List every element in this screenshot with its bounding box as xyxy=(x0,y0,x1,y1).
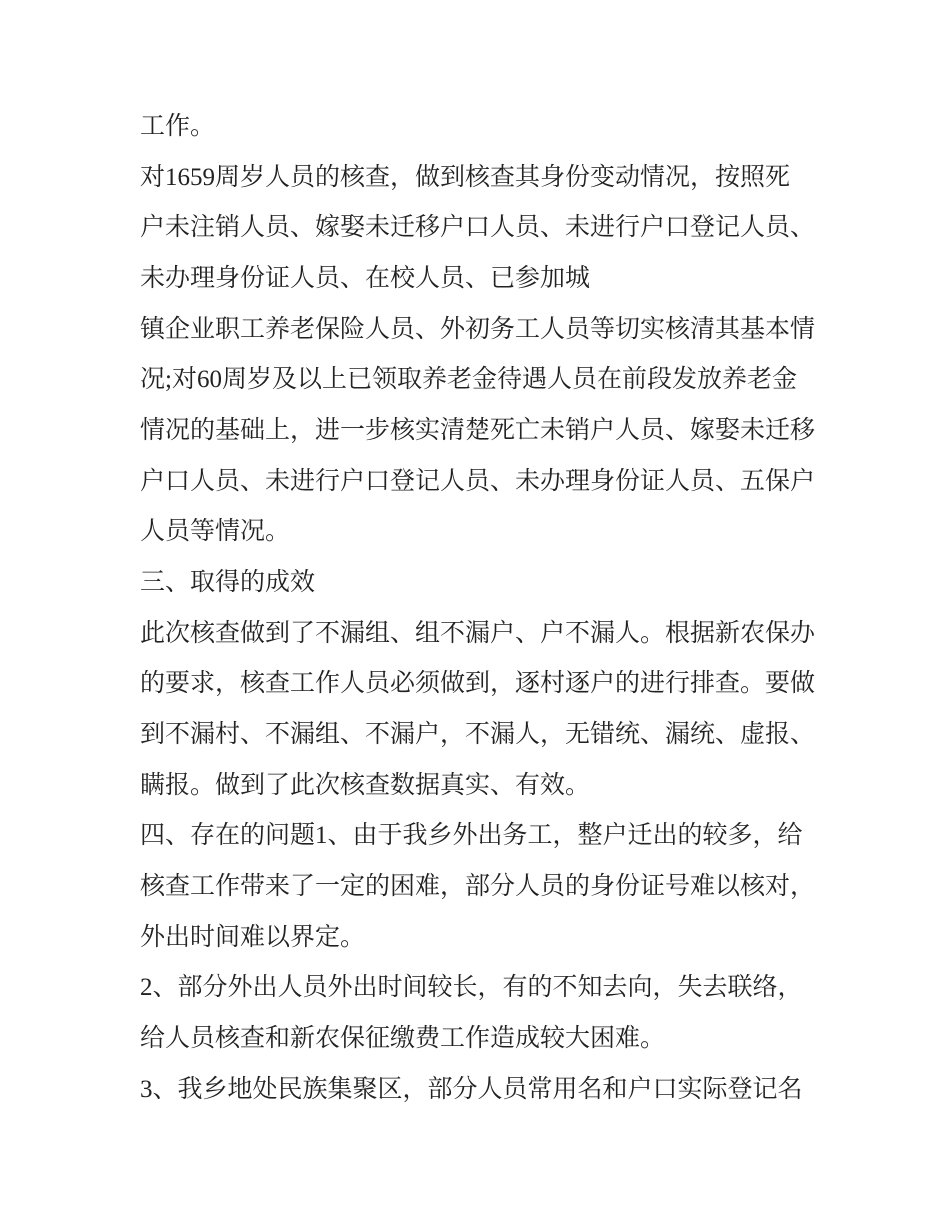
text-line: 瞒报。做到了此次核查数据真实、有效。 xyxy=(140,772,591,799)
text-line: 工作。 xyxy=(140,113,216,140)
section-heading: 三、取得的成效 xyxy=(140,569,316,596)
text-line: 对1659周岁人员的核查，做到核查其身份变动情况，按照死 xyxy=(140,164,791,191)
text-line: 2、部分外出人员外出时间较长，有的不知去向，失去联络， xyxy=(140,974,803,1001)
text-line: 此次核查做到了不漏组、组不漏户、户不漏人。根据新农保办 xyxy=(140,620,816,647)
text-line: 核查工作带来了一定的困难，部分人员的身份证号难以核对， xyxy=(140,873,816,900)
text-line: 3、我乡地处民族集聚区，部分人员常用名和户口实际登记名 xyxy=(140,1076,803,1103)
text-line: 四、存在的问题1、由于我乡外出务工，整户迁出的较多，给 xyxy=(140,822,803,849)
text-line: 户口人员、未进行户口登记人员、未办理身份证人员、五保户 xyxy=(140,468,816,495)
text-line: 外出时间难以界定。 xyxy=(140,924,366,951)
text-line: 情况的基础上，进一步核实清楚死亡未销户人员、嫁娶未迁移 xyxy=(140,417,816,444)
text-line: 户未注销人员、嫁娶未迁移户口人员、未进行户口登记人员、 xyxy=(140,214,816,241)
text-line: 况;对60周岁及以上已领取养老金待遇人员在前段发放养老金 xyxy=(140,366,797,393)
text-line: 镇企业职工养老保险人员、外初务工人员等切实核清其基本情 xyxy=(140,316,816,343)
text-line: 未办理身份证人员、在校人员、已参加城 xyxy=(140,265,591,292)
text-line: 给人员核查和新农保征缴费工作造成较大困难。 xyxy=(140,1025,666,1052)
text-line: 的要求，核查工作人员必须做到，逐村逐户的进行排查。要做 xyxy=(140,670,816,697)
text-line: 到不漏村、不漏组、不漏户，不漏人，无错统、漏统、虚报、 xyxy=(140,721,816,748)
text-line: 人员等情况。 xyxy=(140,518,291,545)
